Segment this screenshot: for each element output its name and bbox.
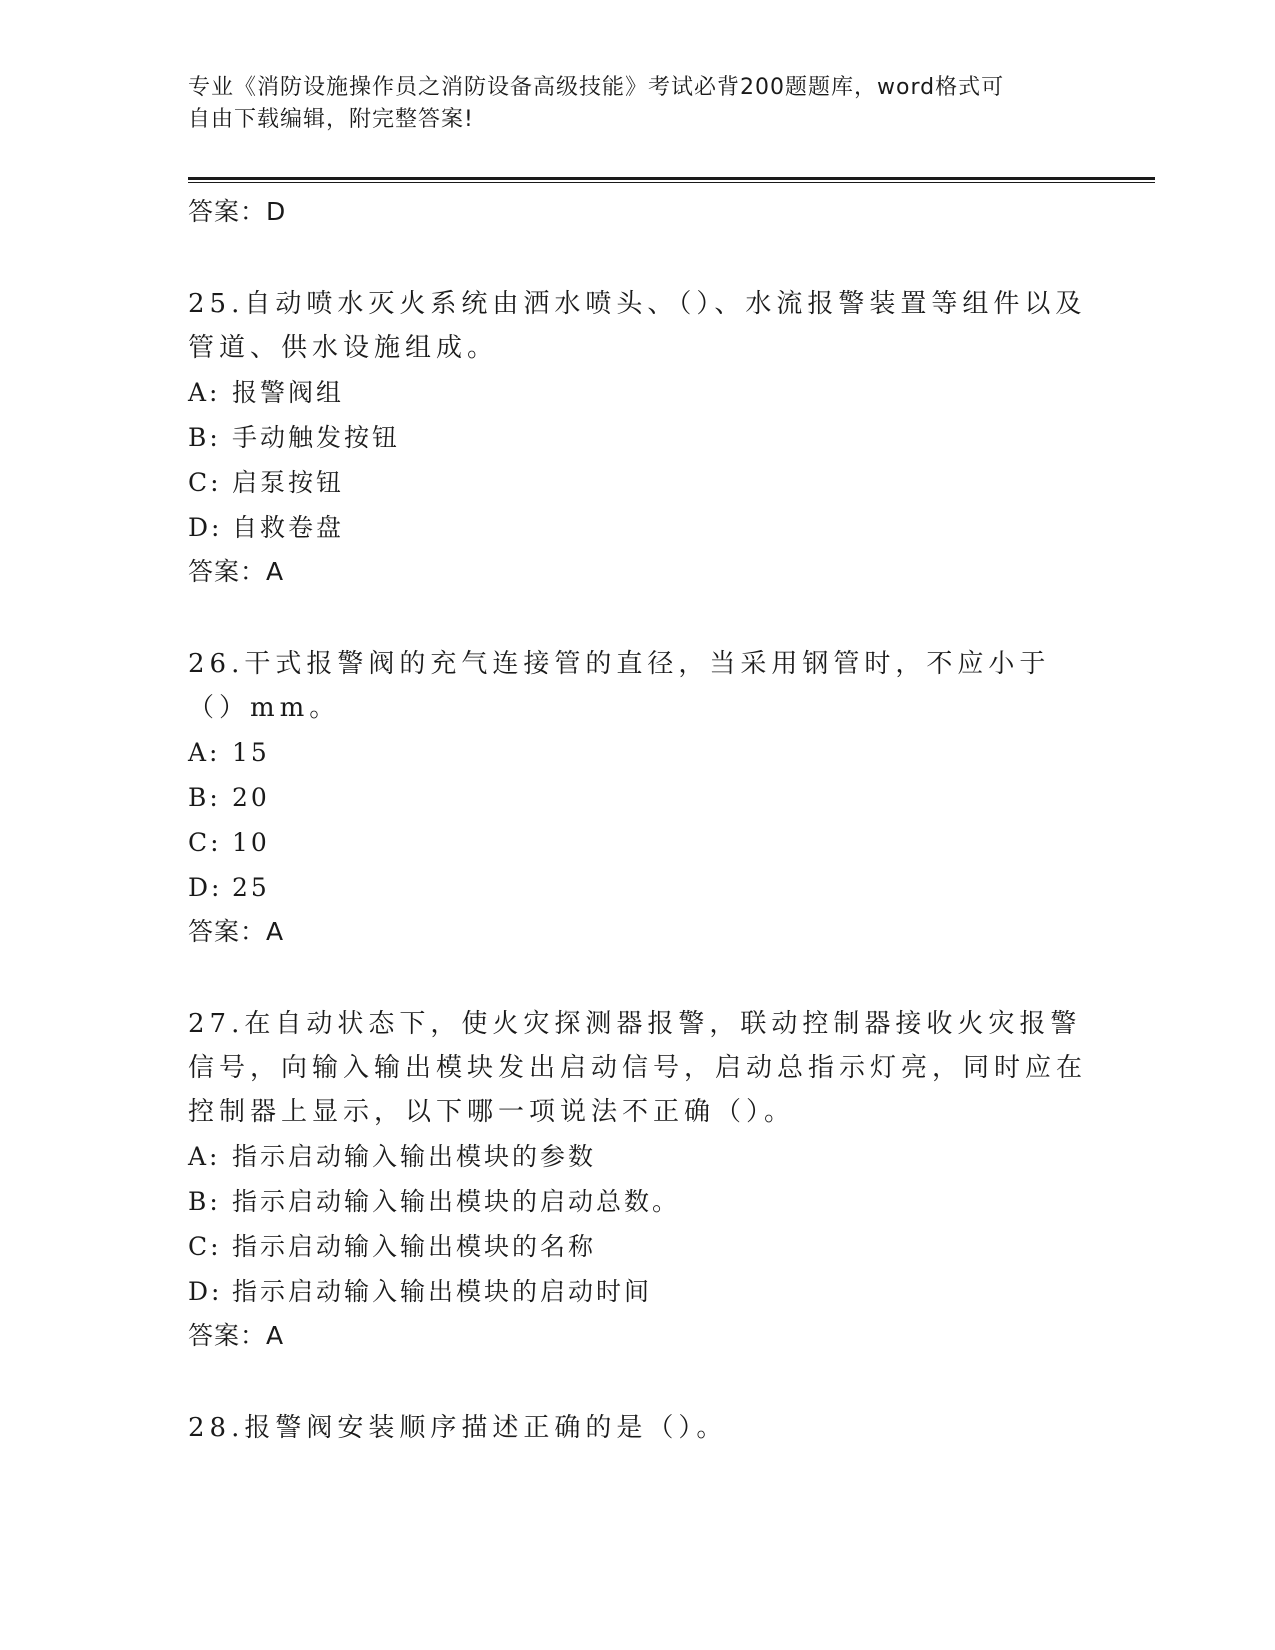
option-text: 15 [232, 738, 270, 767]
question-answer [188, 550, 1088, 594]
question-text: 26.干式报警阀的充气连接管的直径，当采用钢管时，不应小于（）mm。 [188, 649, 1051, 723]
option-key: C: [188, 828, 222, 857]
option-text: 指示启动输入输出模块的名称 [232, 1232, 597, 1261]
option-c [188, 820, 1088, 865]
option-b [188, 1179, 1088, 1224]
previous-answer [188, 190, 1088, 234]
option-b [188, 775, 1088, 820]
option-a [188, 370, 1088, 415]
option-b [188, 415, 1088, 460]
option-a [188, 1134, 1088, 1179]
option-text: 25 [232, 873, 270, 902]
option-text: 指示启动输入输出模块的启动时间 [232, 1277, 653, 1306]
option-text: 指示启动输入输出模块的参数 [232, 1142, 597, 1171]
question-block [188, 282, 1088, 594]
header-line-1: 专业《消防设施操作员之消防设备高级技能》考试必背200题题库，word格式可 [188, 75, 1005, 100]
question-text: 25.自动喷水灭火系统由洒水喷头、（）、水流报警装置等组件以及管道、供水设施组成。 [188, 289, 1087, 363]
answer-label: 答案： [188, 917, 267, 946]
option-text: 手动触发按钮 [232, 423, 401, 452]
answer-value: A [266, 1321, 285, 1350]
option-c [188, 460, 1088, 505]
option-key: B: [188, 1187, 221, 1216]
document-header [188, 72, 1068, 136]
question-block [188, 642, 1088, 954]
option-text: 报警阀组 [232, 378, 345, 407]
option-key: A: [188, 738, 221, 767]
option-key: C: [188, 1232, 222, 1261]
answer-value: A [266, 917, 285, 946]
question-answer [188, 910, 1088, 954]
option-text: 自救卷盘 [232, 513, 345, 542]
option-text: 启泵按钮 [232, 468, 345, 497]
question-block [188, 1406, 1088, 1450]
answer-label: 答案： [188, 557, 267, 586]
question-list [188, 190, 1088, 1450]
option-key: A: [188, 378, 221, 407]
option-text: 指示启动输入输出模块的启动总数。 [232, 1187, 681, 1216]
option-key: C: [188, 468, 222, 497]
option-key: D: [188, 513, 223, 542]
header-line-2: 自由下载编辑，附完整答案! [188, 107, 474, 132]
option-key: D: [188, 1277, 223, 1306]
option-d [188, 1269, 1088, 1314]
option-text: 10 [232, 828, 270, 857]
option-key: B: [188, 783, 221, 812]
option-c [188, 1224, 1088, 1269]
question-answer [188, 1314, 1088, 1358]
option-d [188, 865, 1088, 910]
answer-value: D [266, 197, 287, 226]
question-block [188, 1002, 1088, 1358]
answer-label: 答案： [188, 197, 267, 226]
question-text: 27.在自动状态下，使火灾探测器报警，联动控制器接收火灾报警信号，向输入输出模块发出启动信号，启动总指示灯亮，同时应在控制器上显示，以下哪一项说法不正确（）。 [188, 1009, 1088, 1127]
answer-label: 答案： [188, 1321, 267, 1350]
header-divider-thin [188, 182, 1155, 183]
option-key: A: [188, 1142, 221, 1171]
option-key: B: [188, 423, 221, 452]
option-d [188, 505, 1088, 550]
header-divider-thick [188, 177, 1155, 180]
answer-value: A [266, 557, 285, 586]
option-text: 20 [232, 783, 270, 812]
question-text: 28.报警阀安装顺序描述正确的是（）。 [188, 1413, 728, 1443]
option-key: D: [188, 873, 223, 902]
option-a [188, 730, 1088, 775]
